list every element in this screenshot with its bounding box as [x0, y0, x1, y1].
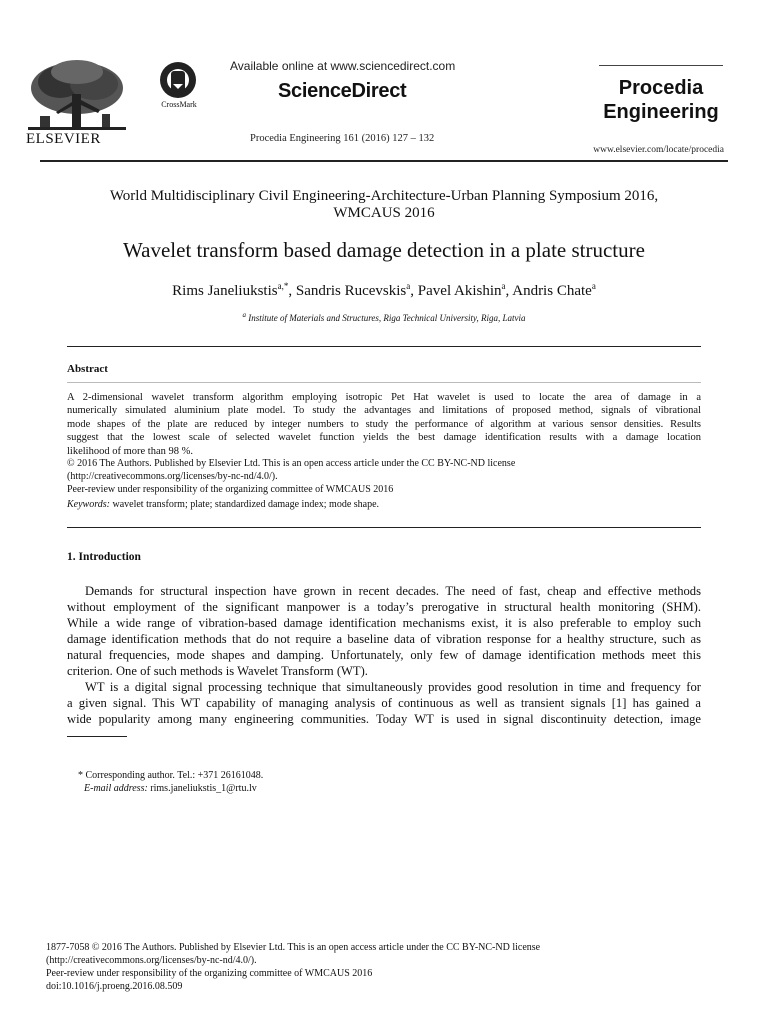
procedia-line2: Engineering: [603, 101, 719, 123]
crossmark-label: CrossMark: [161, 100, 197, 109]
procedia-rule: [599, 65, 723, 66]
peer-review-note: Peer-review under responsibility of the organizing committee of WMCAUS 2016: [67, 483, 394, 495]
author-affiliation-mark: a: [501, 281, 506, 291]
body-line: wide popularity among many engineering communities. Today WT is used in signal discontinuity detection, image: [67, 712, 701, 726]
author-affiliation-mark: a: [591, 281, 596, 291]
keywords: [67, 499, 701, 512]
body-line: WT is a digital signal processing technique that simultaneously provides good resolution in time and frequency for: [85, 680, 701, 694]
available-online-link[interactable]: Available online at www.sciencedirect.com: [230, 59, 456, 73]
sciencedirect-logo[interactable]: ScienceDirect: [278, 80, 407, 102]
footer-license-link[interactable]: (http://creativecommons.org/licenses/by-nc-nd/4.0/).: [46, 955, 257, 966]
abstract-line: A 2-dimensional wavelet transform algorithm employing isotropic Pet Hat wavelet is used to locate the area of damage in a: [67, 392, 701, 403]
author-affiliation-mark: a,*: [277, 281, 289, 291]
keywords-text: wavelet transform; plate; standardized damage index; mode shape.: [109, 499, 380, 511]
email-label: E-mail address:: [84, 783, 148, 794]
procedia-url-link[interactable]: www.elsevier.com/locate/procedia: [593, 145, 724, 155]
conference-line2: WMCAUS 2016: [333, 205, 435, 221]
email-address[interactable]: rims.janeliukstis_1@rtu.lv: [147, 783, 257, 794]
author-separator: ,: [410, 283, 418, 299]
abstract-heading-rule: [67, 382, 701, 383]
page-footer: [46, 941, 736, 993]
body-line: Demands for structural inspection have grown in recent decades. The need of fast, cheap and effective methods: [85, 584, 701, 598]
body-line: a given signal. This WT capability of managing analysis of continuous as well as transient signals [1] has gained a: [67, 696, 701, 710]
license-link[interactable]: (http://creativecommons.org/licenses/by-nc-nd/4.0/).: [67, 470, 278, 482]
procedia-line1: Procedia: [618, 77, 704, 99]
introduction-body: [67, 583, 701, 727]
conference-line1: World Multidisciplinary Civil Engineering-Architecture-Urban Planning Symposium 2016,: [109, 188, 659, 204]
body-line: natural frequencies, mode shapes and damping. Unfortunately, only few of damage identification methods meet this: [67, 648, 701, 662]
abstract-heading: Abstract: [67, 363, 108, 375]
author-separator: ,: [288, 283, 296, 299]
body-line: without employment of the significant manpower is a today’s prerogative in structural health monitoring (SHM).: [67, 600, 701, 614]
elsevier-wordmark: ELSEVIER: [26, 131, 101, 147]
author-name[interactable]: Andris Chate: [512, 283, 592, 299]
affiliation: [40, 311, 728, 323]
author-list: [40, 281, 728, 300]
header-divider: [40, 160, 728, 162]
abstract-line: mode shapes of the plate are reduced by integer numbers to study the performance of algorithm at various sensor densities. Results: [67, 418, 701, 430]
keywords-label: Keywords:: [67, 499, 110, 511]
abstract-top-rule: [67, 346, 701, 347]
author-separator: ,: [505, 283, 513, 299]
section-heading-introduction: 1. Introduction: [67, 551, 141, 563]
author-name[interactable]: Rims Janeliukstis: [172, 283, 278, 299]
author-name[interactable]: Pavel Akishin: [417, 283, 502, 299]
body-line: While a wide range of vibration-based damage identification mechanisms exist, it is also preferable to employ such: [67, 616, 701, 630]
abstract-line: likelihood of more than 98 %.: [67, 445, 193, 457]
email-line: [78, 782, 263, 795]
abstract-line: suggest that the lowest scale of selected wavelet function yields the best damage identification results with a damage location: [67, 432, 701, 444]
journal-reference: Procedia Engineering 161 (2016) 127 – 132: [250, 133, 435, 144]
author-name[interactable]: Sandris Rucevskis: [295, 283, 407, 299]
affiliation-text: Institute of Materials and Structures, Riga Technical University, Riga, Latvia: [245, 313, 526, 323]
abstract-body: [67, 391, 701, 512]
corresponding-author: * Corresponding author. Tel.: +371 26161048.: [78, 770, 264, 781]
procedia-engineering-logo: [599, 76, 723, 124]
body-line: damage identification methods that do not require a baseline data of vibration response for a healthy structure, such as: [67, 632, 701, 646]
affiliation-mark: a: [242, 311, 246, 319]
paper-title: Wavelet transform based damage detection in a plate structure: [123, 238, 645, 262]
conference-name: [60, 188, 708, 222]
footer-doi[interactable]: doi:10.1016/j.proeng.2016.08.509: [46, 981, 183, 992]
body-line: criterion. One of such methods is Wavelet Transform (WT).: [67, 664, 368, 678]
footnote-rule: [67, 736, 127, 737]
footer-copyright: 1877-7058 © 2016 The Authors. Published by Elsevier Ltd. This is an open access article under the CC BY-NC-ND license: [46, 942, 541, 953]
abstract-line: numerically simulated aluminium plate model. To study the advantages and limitations of proposed method, signals of vibrational: [67, 405, 701, 417]
copyright-notice: © 2016 The Authors. Published by Elsevier Ltd. This is an open access article under the CC BY-NC-ND license: [67, 458, 516, 470]
abstract-bottom-rule: [67, 527, 701, 528]
footer-peer-review: Peer-review under responsibility of the organizing committee of WMCAUS 2016: [46, 968, 373, 979]
author-affiliation-mark: a: [406, 281, 411, 291]
corresponding-author-footnote: [78, 769, 263, 795]
